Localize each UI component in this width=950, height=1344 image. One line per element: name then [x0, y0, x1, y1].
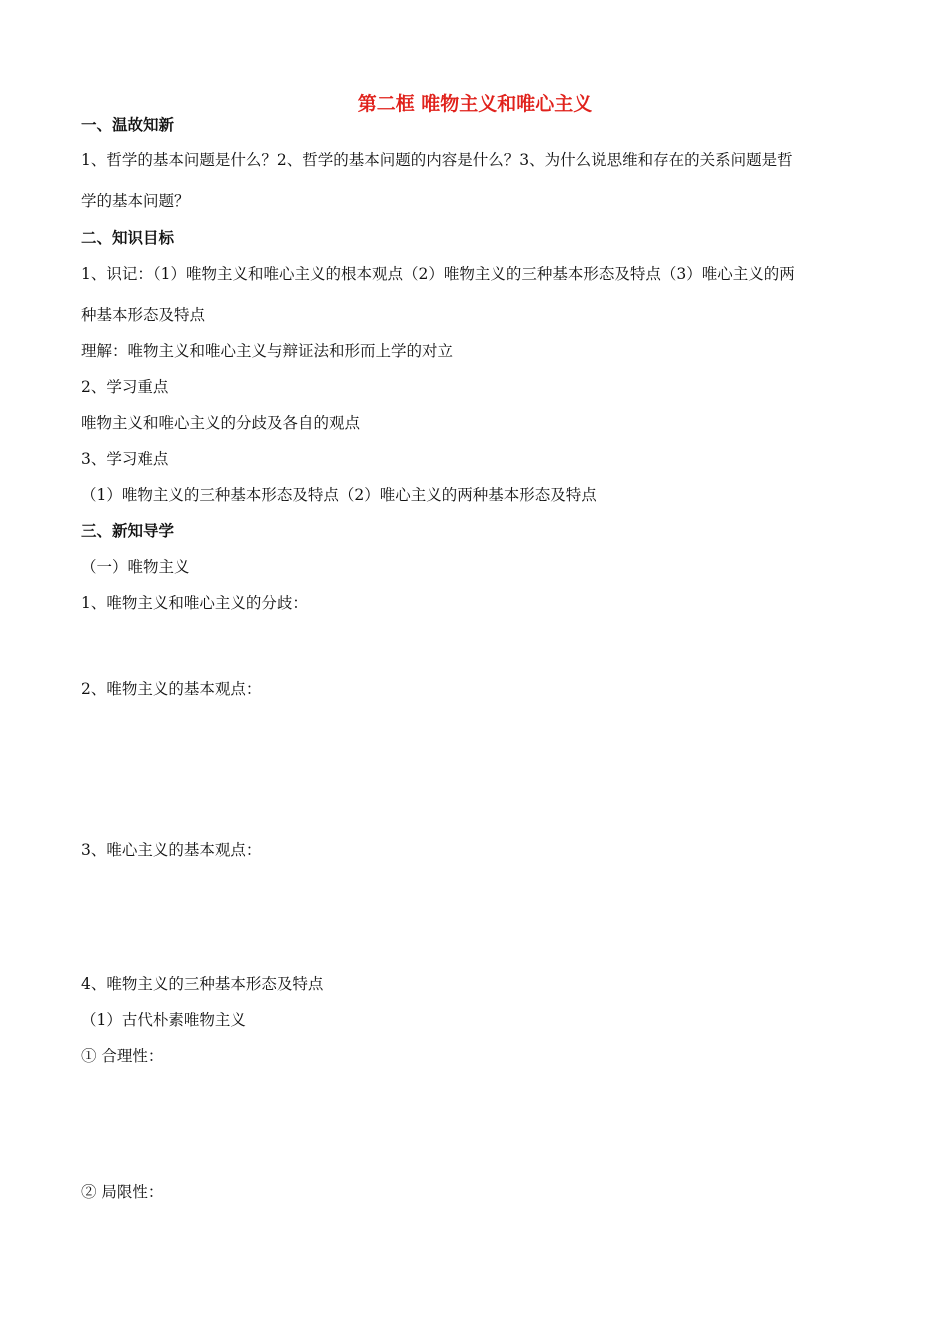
item-divergence: 1、唯物主义和唯心主义的分歧： — [81, 594, 308, 612]
key-points-label: 2、学习重点 — [81, 378, 169, 396]
goal-memorize-cont: 种基本形态及特点 — [81, 306, 206, 324]
item-rationality: ① 合理性： — [81, 1047, 164, 1065]
difficult-points-label: 3、学习难点 — [81, 450, 169, 468]
difficult-points-text: （1）唯物主义的三种基本形态及特点（2）唯心主义的两种基本形态及特点 — [81, 486, 597, 504]
item-limitation: ② 局限性： — [81, 1183, 164, 1201]
item-idealism-view: 3、唯心主义的基本观点： — [81, 841, 262, 859]
goal-understand: 理解：唯物主义和唯心主义与辩证法和形而上学的对立 — [81, 342, 454, 360]
item-materialism-view: 2、唯物主义的基本观点： — [81, 680, 262, 698]
goal-memorize: 1、识记：（1）唯物主义和唯心主义的根本观点（2）唯物主义的三种基本形态及特点（3）唯心主义的两 — [81, 265, 795, 283]
section-heading-review: 一、温故知新 — [81, 116, 175, 134]
section-heading-goals: 二、知识目标 — [81, 229, 175, 247]
item-three-forms: 4、唯物主义的三种基本形态及特点 — [81, 975, 324, 993]
page-title: 第二框 唯物主义和唯心主义 — [357, 93, 593, 115]
subsection-materialism: （一）唯物主义 — [81, 558, 190, 576]
review-questions-cont: 学的基本问题？ — [81, 192, 190, 210]
section-heading-guide: 三、新知导学 — [81, 522, 175, 540]
item-ancient-materialism: （1）古代朴素唯物主义 — [81, 1011, 246, 1029]
review-questions: 1、哲学的基本问题是什么？2、哲学的基本问题的内容是什么？3、为什么说思维和存在的关系问题是哲 — [81, 151, 793, 169]
key-points-text: 唯物主义和唯心主义的分歧及各自的观点 — [81, 414, 361, 432]
